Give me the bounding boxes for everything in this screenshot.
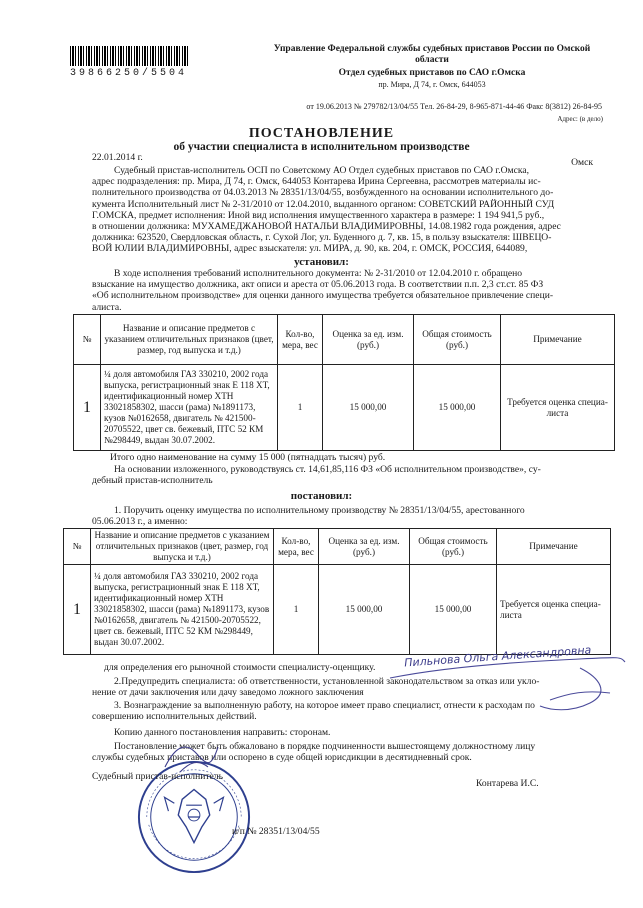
total-line: Итого одно наименование на сумму 15 000 (пятнадцать тысяч) руб. — [110, 452, 386, 463]
row-unit-price: 15 000,00 — [323, 365, 414, 451]
established-line: алиста. — [92, 301, 122, 313]
header-cell: Общая стоимость (руб.) — [410, 529, 497, 565]
signer-name: Контарева И.С. — [476, 778, 539, 789]
row-description: ¼ доля автомобиля ГАЗ 330210, 2002 года выпуска, регистрационный знак Е 118 ХТ, идентификационный номер ХТН 33021858302, шасси (рама) №1891173, кузов №0162658, двигатель № 421500-20705522, цвет св. бежевый, ПТС 52 КМ №298449, выдан 30.07.2002. — [91, 565, 274, 655]
barcode-number: 39866250/5504 — [70, 68, 188, 79]
after-table-line: для определения его рыночной стоимости специалисту-оценщику. — [104, 662, 376, 673]
header-cell: Кол-во, мера, вес — [278, 315, 323, 365]
row-number: 1 — [74, 365, 101, 451]
established-line: «Об исполнительном производстве» для оценки данного имущества требуется обязательное привлечение специ- — [92, 290, 554, 302]
row-total: 15 000,00 — [410, 565, 497, 655]
header-line1: Управление Федеральной службы судебных приставов России по Омской — [273, 44, 591, 54]
signer-label: Судебный пристав-исполнитель — [92, 771, 223, 782]
header-department — [262, 68, 602, 91]
intro-line: в отношении должника: МУХАМЕДЖАНОВОЙ НАТАЛЬИ ВЛАДИМИРОВНЫ, 14.08.1982 года рождения, адрес — [92, 221, 561, 233]
header-cell: Название и описание предметов с указанием отличительных признаков (цвет, размер, год выпуска и т.д.) — [101, 315, 278, 365]
resolved-paragraph — [92, 505, 612, 527]
address-label: Адрес: (в дело) — [557, 115, 603, 123]
appeal-line: службы судебных приставов или оспорено в суде общей юрисдикции в десятидневный срок. — [92, 752, 472, 764]
header-cell: Общая стоимость (руб.) — [414, 315, 501, 365]
row-note: Требуется оценка специа-листа — [501, 365, 615, 451]
header-agency — [262, 44, 602, 66]
established-line: взыскание на имущество должника, акт описи и ареста от 05.06.2013 года. В соответствии п.п. 2,3 ст.ст. 85 ФЗ — [92, 279, 544, 291]
intro-line: адрес подразделения: пр. Мира, Д 74, г. Омск, 644053 Контарева Ирина Сергеевна, рассмотрев материалы ис- — [92, 176, 541, 188]
item2-paragraph — [92, 676, 612, 698]
item2-line: 2.Предупредить специалиста: об ответственности, установленной законодательством за отказ или укло- — [114, 676, 540, 687]
table-row — [64, 565, 611, 655]
table-header-row — [74, 315, 615, 365]
header-cell: № — [64, 529, 91, 565]
header-line2: области — [415, 55, 449, 65]
row-unit-price: 15 000,00 — [319, 565, 410, 655]
item3-paragraph — [92, 700, 612, 722]
header-line4: пр. Мира, Д 74, г. Омск, 644053 — [378, 80, 486, 89]
established-heading: установил: — [294, 256, 349, 268]
header-line3: Отдел судебных приставов по САО г.Омска — [338, 68, 526, 78]
row-note: Требуется оценка специа-листа — [497, 565, 611, 655]
handwritten-name: Пильнова Ольга Александровна — [403, 643, 592, 670]
established-paragraph — [92, 268, 612, 313]
basis-paragraph — [92, 464, 612, 486]
intro-line: Судебный пристав-исполнитель ОСП по Советскому АО Отдел судебных приставов по САО г.Омска, — [114, 165, 530, 176]
resolved-line: 05.06.2013 г., а именно: — [92, 516, 188, 528]
document-city: Омск — [571, 157, 593, 168]
document-title: ПОСТАНОВЛЕНИЕ — [248, 126, 395, 141]
intro-paragraph — [92, 165, 612, 255]
row-number: 1 — [64, 565, 91, 655]
intro-line: Г.ОМСКА, предмет исполнения: Иной вид исполнения имущественного характера в размере: 1 194 941,5 руб., — [92, 209, 545, 221]
document-date: 22.01.2014 г. — [92, 152, 143, 163]
resolved-heading: постановил: — [290, 490, 353, 502]
header-cell: Оценка за ед. изм. (руб.) — [319, 529, 410, 565]
case-number: и/п № 28351/13/04/55 — [232, 826, 320, 837]
basis-line: На основании изложенного, руководствуясь ст. 14,61,85,116 ФЗ «Об исполнительном производстве», су- — [114, 464, 541, 475]
resolved-line: 1. Поручить оценку имущества по исполнительному производству № 28351/13/04/55, арестованного — [114, 505, 525, 516]
document-subtitle: об участии специалиста в исполнительном производстве — [173, 141, 470, 153]
copy-line: Копию данного постановления направить: сторонам. — [114, 727, 331, 738]
row-description: ¼ доля автомобиля ГАЗ 330210, 2002 года выпуска, регистрационный знак Е 118 ХТ, идентификационный номер ХТН 33021858302, шасси (рама) №1891173, кузов №0162658, двигатель № 421500-20705522, цвет св. бежевый, ПТС 52 КМ №298449, выдан 30.07.2002. — [101, 365, 278, 451]
header-cell: Примечание — [497, 529, 611, 565]
row-quantity: 1 — [278, 365, 323, 451]
registration-line: от 19.06.2013 № 279782/13/04/55 Тел. 26-84-29, 8-965-871-44-46 Факс 8(3812) 26-84-95 — [306, 102, 602, 111]
header-cell: Примечание — [501, 315, 615, 365]
barcode — [70, 46, 190, 66]
row-total: 15 000,00 — [414, 365, 501, 451]
row-quantity: 1 — [274, 565, 319, 655]
intro-line: полнительного производства от 04.03.2013 № 28351/13/04/55, возбужденного на основании исполнительного до- — [92, 187, 554, 199]
table-row — [74, 365, 615, 451]
basis-line: дебный пристав-исполнитель — [92, 475, 213, 487]
intro-line: кумента Исполнительный лист № 2-31/2010 от 12.04.2010, выданного органом: СОВЕТСКИЙ РАЙОННЫЙ СУД — [92, 198, 555, 210]
header-cell: Кол-во, мера, вес — [274, 529, 319, 565]
property-table-1 — [73, 314, 615, 451]
intro-line: должника: 623520, Свердловская область, г. Сухой Лог, ул. Буденного д. 7, кв. 15, в пользу взыскателя: ШВЕЦО- — [92, 232, 552, 244]
established-line: В ходе исполнения требований исполнительного документа: № 2-31/2010 от 12.04.2010 г. обращено — [114, 268, 523, 279]
appeal-line: Постановление может быть обжаловано в порядке подчиненности вышестоящему должностному лицу — [114, 741, 536, 752]
item3-line: 3. Вознаграждение за выполненную работу, на которое имеет право специалист, отнести к расходам по — [114, 700, 535, 711]
header-cell: Название и описание предметов с указанием отличительных признаков (цвет, размер, год выпуска и т.д.) — [91, 529, 274, 565]
property-table-2 — [63, 528, 611, 655]
header-cell: № — [74, 315, 101, 365]
item2-line: нение от дачи заключения или дачу заведомо ложного заключения — [92, 687, 364, 699]
intro-line: ВОЙ ЮЛИИ ВЛАДИМИРОВНЫ, адрес взыскателя: ул. МИРА, д. 90, кв. 204, г. ОМСК, РОССИЯ, 644089, — [92, 243, 528, 255]
header-cell: Оценка за ед. изм. (руб.) — [323, 315, 414, 365]
item3-line: совершению исполнительных действий. — [92, 711, 257, 723]
table-header-row — [64, 529, 611, 565]
